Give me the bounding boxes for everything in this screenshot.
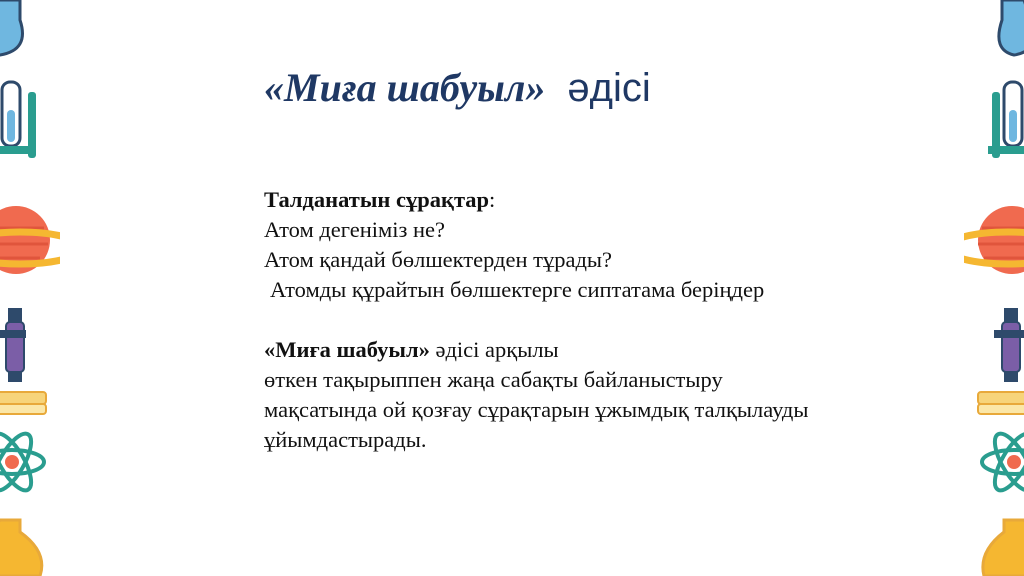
microscope-icon xyxy=(0,308,26,382)
questions-heading: Талданатын сұрақтар xyxy=(264,187,490,212)
planet-icon xyxy=(0,206,60,274)
left-decoration xyxy=(0,0,60,576)
method-heading-rest: әдісі арқылы xyxy=(429,337,559,362)
atom-icon xyxy=(0,428,44,495)
right-decoration xyxy=(964,0,1024,576)
question-item: Атомды құрайтын бөлшектерге сиптатама беріңдер xyxy=(270,277,765,302)
test-tubes-icon xyxy=(988,82,1024,158)
title-method-name: «Миға шабуыл» xyxy=(264,65,546,110)
beaker-icon xyxy=(0,520,42,576)
method-description-line: ұйымдастырады. xyxy=(264,427,427,452)
slide-body xyxy=(264,185,944,455)
microscope-icon xyxy=(994,308,1024,382)
test-tubes-icon xyxy=(0,82,36,158)
beaker-icon xyxy=(983,520,1024,576)
questions-heading-colon: : xyxy=(489,187,496,212)
books-icon xyxy=(978,392,1024,414)
slide-title xyxy=(264,62,651,114)
method-description-line: өткен тақырыппен жаңа сабақты байланыстыру xyxy=(264,367,723,392)
flask-icon xyxy=(999,0,1024,55)
question-item: Атом дегеніміз не? xyxy=(264,217,446,242)
questions-heading-line xyxy=(264,185,944,215)
method-description-line: мақсатында ой қозғау сұрақтарын ұжымдық талқылауды xyxy=(264,397,809,422)
question-item: Атом қандай бөлшектерден тұрады? xyxy=(264,247,613,272)
title-suffix: әдісі xyxy=(567,66,651,110)
method-heading-line xyxy=(264,335,944,365)
method-name: «Миға шабуыл» xyxy=(264,337,430,362)
books-icon xyxy=(0,392,46,414)
atom-icon xyxy=(982,428,1024,495)
flask-icon xyxy=(0,0,23,55)
planet-icon xyxy=(964,206,1024,274)
spacer xyxy=(264,305,944,335)
